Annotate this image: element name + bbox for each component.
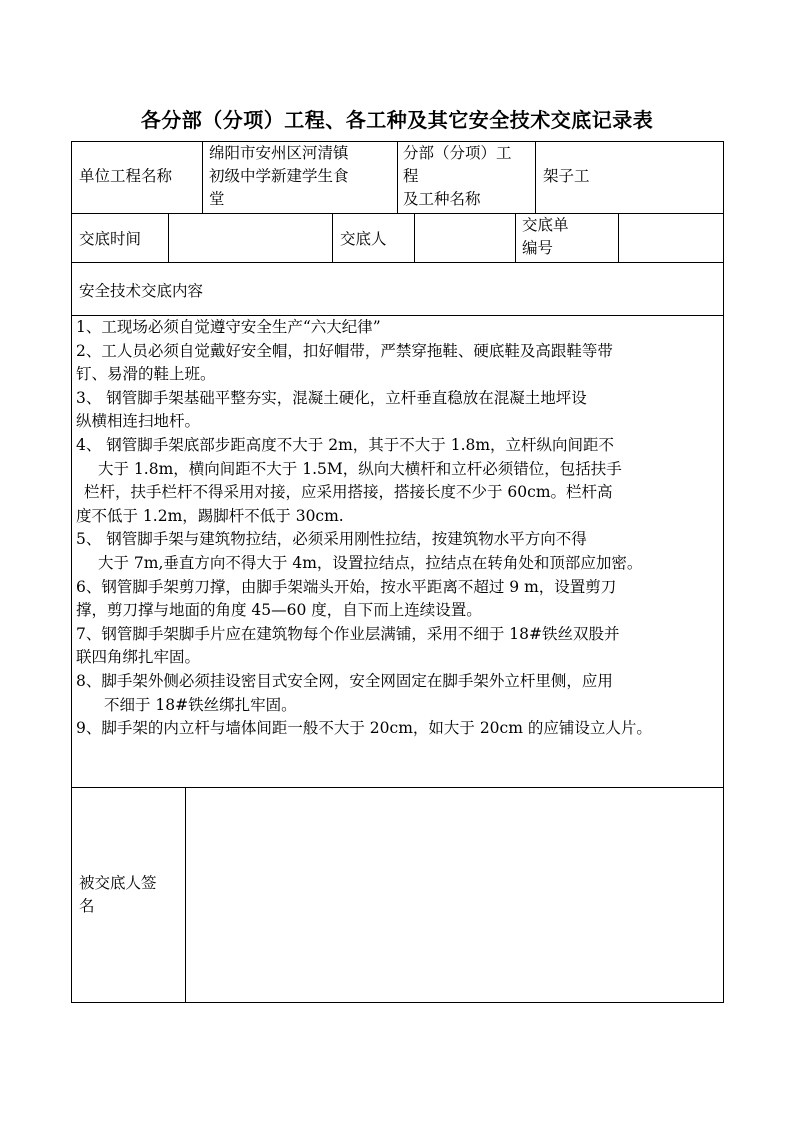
content-line: 钉、易滑的鞋上班。 (76, 365, 216, 384)
sub-label-line: 及工种名称 (403, 190, 481, 208)
content-heading: 安全技术交底内容 (79, 282, 204, 300)
column-divider (515, 213, 516, 262)
content-line: 撑，剪刀撑与地面的角度 45—60 度，自下而上连续设置。 (76, 601, 482, 620)
sub-label-line: 程 (403, 167, 419, 185)
sub-project-value: 架子工 (543, 167, 590, 185)
unit-value-line: 堂 (209, 190, 225, 208)
row-divider (71, 262, 724, 263)
row-divider (71, 787, 724, 788)
content-line: 4、 钢管脚手架底部步距高度不大于 2m，其于不大于 1.8m，立杆纵向间距不 (76, 435, 615, 454)
unit-value-line: 绵阳市安州区河清镇 (209, 144, 349, 162)
handover-person-label: 交底人 (340, 230, 387, 248)
content-line: 8、脚手架外侧必须挂设密目式安全网，安全网固定在脚手架外立杆里侧，应用 (76, 671, 613, 690)
column-divider (168, 213, 169, 262)
column-divider (202, 141, 203, 213)
content-line: 5、 钢管脚手架与建筑物拉结，必须采用刚性拉结，按建筑物水平方向不得 (76, 530, 587, 549)
signature-label-line: 名 (79, 897, 95, 915)
content-line: 大于 7m,垂直方向不得大于 4m，设置拉结点，拉结点在转角处和顶部应加密。 (98, 553, 643, 572)
content-line: 度不低于 1.2m，踢脚杆不低于 30cm. (76, 506, 344, 525)
content-line: 6、钢管脚手架剪刀撑，由脚手架端头开始，按水平距离不超过 9 m，设置剪刀 (76, 577, 617, 596)
content-line: 纵横相连扫地杆。 (76, 412, 201, 431)
safety-content (76, 316, 720, 741)
content-line: 1、工现场必须自觉遵守安全生产“六大纪律” (76, 318, 381, 336)
content-line: 2、工人员必须自觉戴好安全帽，扣好帽带，严禁穿拖鞋、硬底鞋及高跟鞋等带 (76, 341, 613, 360)
unit-project-name-value (209, 142, 349, 211)
sub-project-label (403, 142, 512, 211)
content-line: 联四角绑扎牢固。 (76, 648, 201, 667)
signature-label (79, 872, 179, 918)
content-line: 9、脚手架的内立杆与墙体间距一般不大于 20cm，如大于 20cm 的应铺设立人片。 (76, 719, 652, 738)
number-label-line: 编号 (522, 239, 554, 257)
content-line: 3、 钢管脚手架基础平整夯实，混凝土硬化，立杆垂直稳放在混凝土地坪设 (76, 388, 587, 407)
column-divider (185, 787, 186, 1003)
content-line: 栏杆，扶手栏杆不得采用对接，应采用搭接，搭接长度不少于 60cm。栏杆高 (84, 483, 613, 502)
number-label-line: 交底单 (522, 216, 569, 234)
content-line: 不细于 18#铁丝绑扎牢固。 (104, 695, 297, 714)
column-divider (332, 213, 333, 262)
content-line: 大于 1.8m，横向间距不大于 1.5M，纵向大横杆和立杆必须错位，包括扶手 (98, 459, 622, 478)
column-divider (618, 213, 619, 262)
handover-time-label: 交底时间 (79, 230, 142, 248)
signature-label-line: 被交底人签 (79, 874, 157, 892)
unit-project-name-label: 单位工程名称 (79, 167, 173, 185)
content-line: 7、钢管脚手架脚手片应在建筑物每个作业层满铺，采用不细于 18#铁丝双股并 (76, 624, 620, 643)
handover-number-label (522, 214, 569, 260)
sub-label-line: 分部（分项）工 (403, 144, 512, 162)
page-title: 各分部（分项）工程、各工种及其它安全技术交底记录表 (140, 108, 654, 132)
signature-area[interactable] (190, 795, 718, 995)
unit-value-line: 初级中学新建学生食 (209, 167, 349, 185)
column-divider (397, 141, 398, 213)
column-divider (535, 141, 536, 213)
column-divider (414, 213, 415, 262)
